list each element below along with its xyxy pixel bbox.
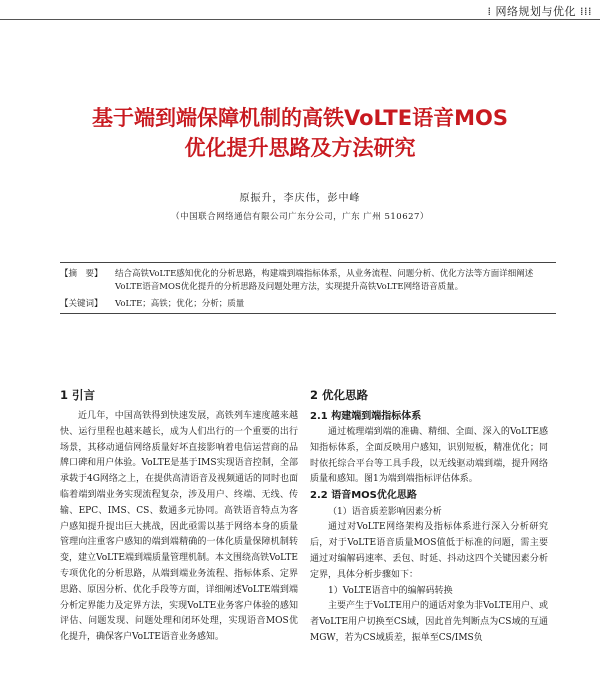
subsection-2-2-item-1-1: 1）VoLTE语音中的编解码转换 bbox=[328, 586, 453, 597]
left-column bbox=[60, 385, 298, 646]
header-divider bbox=[0, 19, 600, 20]
affiliation: （中国联合网络通信有限公司广东分公司，广东 广州 510627） bbox=[171, 212, 429, 222]
running-header bbox=[488, 3, 593, 19]
section-1-heading: 1 引言 bbox=[60, 388, 96, 402]
section-2-heading: 2 优化思路 bbox=[310, 388, 369, 402]
title-line-1: 基于端到端保障机制的高铁VoLTE语音MOS bbox=[92, 106, 508, 130]
header-mark-left: ⁞ bbox=[487, 5, 492, 18]
abstract-label: 【摘 要】 bbox=[60, 269, 103, 279]
subsection-2-1-paragraph: 通过梳理端到端的准确、精细、全面、深入的VoLTE感知指标体系，全面反映用户感知，识别短板，精准优化；同时依托综合平台等工具手段，以无线驱动端到端，提升网络质量和感知。图1为端到端指标评估体系。 bbox=[310, 427, 548, 485]
right-column bbox=[310, 385, 548, 647]
subsection-2-1-heading: 2.1 构建端到端指标体系 bbox=[310, 411, 422, 422]
abstract-text: 结合高铁VoLTE感知优化的分析思路，构建端到端指标体系，从业务流程、问题分析、优化方法等方面详细阐述VoLTE语音MOS优化提升的分析思路及问题处理方法，实现提升高铁VoLTE网络语音质量。 bbox=[115, 269, 534, 292]
keywords-text: VoLTE；高铁；优化；分析；质量 bbox=[115, 299, 245, 309]
subsection-2-2-paragraph-a: 通过对VoLTE网络架构及指标体系进行深入分析研究后，对于VoLTE语音质量MOS值低于标准的问题，需主要通过对编解码速率、丢包、时延、抖动这四个关键因素分析定界，具体分析步骤如下： bbox=[310, 522, 548, 580]
abstract-top-rule bbox=[60, 262, 556, 263]
subsection-2-2-item-1: （1）语音质差影响因素分析 bbox=[328, 507, 442, 518]
header-section-label: 网络规划与优化 bbox=[495, 5, 576, 18]
title-line-2: 优化提升思路及方法研究 bbox=[184, 136, 416, 160]
abstract-bottom-rule bbox=[60, 313, 556, 314]
subsection-2-2-heading: 2.2 语音MOS优化思路 bbox=[310, 490, 417, 502]
subsection-2-2-paragraph-b: 主要产生于VoLTE用户的通话对象为非VoLTE用户、或者VoLTE用户切换至CS域，因此首先判断点为CS域的互通MGW，若为CS域质差，振单至CS/IMS负 bbox=[310, 601, 548, 643]
header-mark-right: ⁞⁞⁞ bbox=[580, 5, 592, 18]
author-list: 原振升，李庆伟，彭中峰 bbox=[239, 193, 361, 204]
paper-title bbox=[0, 103, 600, 163]
introduction-paragraph: 近几年，中国高铁得到快速发展，高铁列车速度越来越快、运行里程也越来越长，成为人们出行的一个重要的出行场景，其移动通信网络质量好坏直接影响着电信运营商的品牌口碑和用户体验。VoLTE是基于IMS实现语音控制，全部承载于4G网络之上，在提供高清语音及视频通话的同时也面临着端到端业务实现流程复杂，涉及用户、终端、无线、传输、EPC、IMS、CS、数通多元协同。高铁语音特点为客户感知提升提出巨大挑战，因此亟需以基于网络本身的质量管理向注重客户感知的端到端精确的一体化质量保障机制转变，建立VoLTE端到端质量管理机制。本文围绕高铁VoLTE专项优化的分析思路，从端到端业务流程、指标体系、定界思路、原因分析、优化手段等方面，详细阐述VoLTE端到端分析定界能力及定界方法，实现VoLTE业务客户体验的感知评估、问题发现、问题处理和闭环处理，实现语音MOS优化提升，确保客户VoLTE语音业务感知。 bbox=[60, 411, 298, 643]
keywords-label: 【关键词】 bbox=[60, 299, 103, 309]
